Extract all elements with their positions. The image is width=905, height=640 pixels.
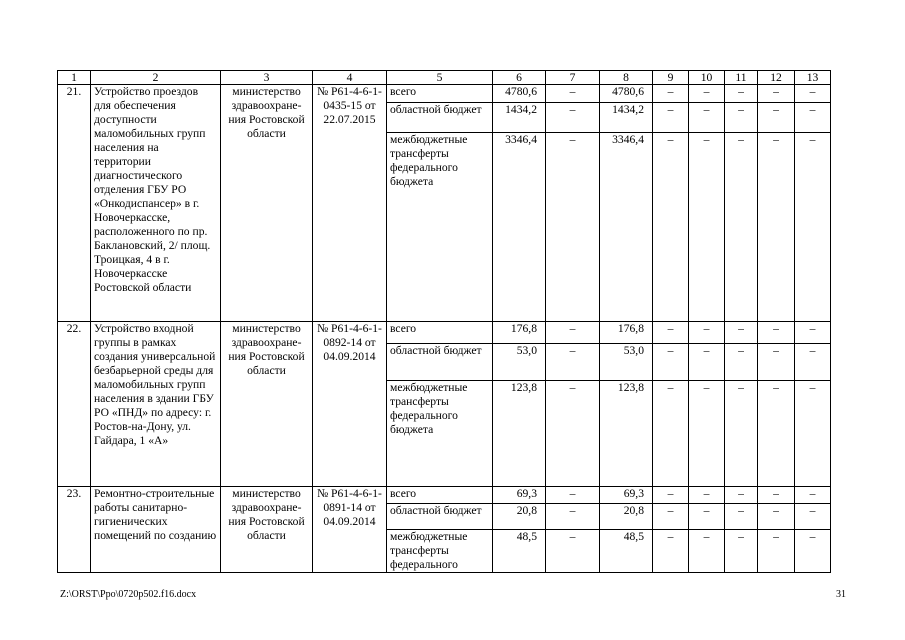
value-cell: –: [689, 344, 725, 381]
header-cell: 4: [313, 71, 387, 85]
row-number: 22.: [58, 322, 91, 487]
value-cell: –: [758, 344, 795, 381]
table-row: [58, 487, 831, 504]
value-cell: –: [546, 344, 600, 381]
object-name: Устройство входной группы в рамках создания универсальной безбарьерной среды для маломобильных групп населения в здании ГБУ РО «ПНД» по адресу: г. Ростов-на-Дону, ул. Гайдара, 1 «А»: [91, 322, 221, 487]
value-cell: –: [758, 103, 795, 132]
value-cell: 1434,2: [600, 103, 653, 132]
value-cell: –: [689, 487, 725, 504]
source-cell: областной бюджет: [387, 103, 493, 132]
source-cell: областной бюджет: [387, 504, 493, 530]
value-cell: –: [653, 504, 689, 530]
value-cell: –: [795, 504, 831, 530]
header-cell: 7: [546, 71, 600, 85]
value-cell: 3346,4: [493, 132, 546, 321]
value-cell: –: [653, 381, 689, 487]
value-cell: –: [725, 132, 758, 321]
value-cell: –: [795, 381, 831, 487]
value-cell: –: [758, 85, 795, 103]
value-cell: –: [653, 530, 689, 573]
value-cell: –: [795, 103, 831, 132]
value-cell: 176,8: [493, 322, 546, 344]
header-cell: 6: [493, 71, 546, 85]
value-cell: 4780,6: [600, 85, 653, 103]
value-cell: –: [795, 85, 831, 103]
table-row: [58, 322, 831, 344]
source-cell: всего: [387, 487, 493, 504]
source-cell: межбюджетные трансферты федерального бюджета: [387, 381, 493, 487]
value-cell: 53,0: [600, 344, 653, 381]
value-cell: –: [725, 504, 758, 530]
source-cell: межбюджетные трансферты федерального бюджета: [387, 132, 493, 321]
value-cell: –: [725, 344, 758, 381]
value-cell: –: [795, 132, 831, 321]
source-cell: межбюджетные трансферты федерального: [387, 530, 493, 573]
data-table: [57, 70, 831, 573]
value-cell: –: [725, 322, 758, 344]
value-cell: –: [689, 103, 725, 132]
value-cell: –: [653, 132, 689, 321]
header-cell: 3: [221, 71, 313, 85]
header-cell: 8: [600, 71, 653, 85]
object-name: Устройство проездов для обеспечения доступности маломобильных групп населения на территории диагностического отделения ГБУ РО «Онкодиспансер» в г. Новочеркасске, расположенного по пр. Баклановский, 2/ площ. Троицкая, 4 в г. Новочеркасске Ростовской области: [91, 85, 221, 322]
ministry-cell: министерство здравоохране-ния Ростовской области: [221, 487, 313, 573]
value-cell: 176,8: [600, 322, 653, 344]
value-cell: –: [758, 487, 795, 504]
value-cell: 3346,4: [600, 132, 653, 321]
value-cell: –: [758, 132, 795, 321]
ministry-cell: министерство здравоохране-ния Ростовской области: [221, 85, 313, 322]
value-cell: –: [689, 381, 725, 487]
value-cell: –: [758, 504, 795, 530]
value-cell: –: [725, 487, 758, 504]
value-cell: –: [725, 381, 758, 487]
value-cell: –: [546, 504, 600, 530]
row-number: 23.: [58, 487, 91, 573]
value-cell: –: [546, 322, 600, 344]
value-cell: –: [725, 85, 758, 103]
value-cell: –: [689, 85, 725, 103]
value-cell: –: [653, 103, 689, 132]
value-cell: 69,3: [493, 487, 546, 504]
value-cell: –: [546, 85, 600, 103]
footer-file-path: Z:\ORST\Ppo\0720p502.f16.docx: [60, 589, 197, 600]
value-cell: –: [546, 381, 600, 487]
header-cell: 11: [725, 71, 758, 85]
value-cell: 1434,2: [493, 103, 546, 132]
header-cell: 1: [58, 71, 91, 85]
source-cell: областной бюджет: [387, 344, 493, 381]
value-cell: 20,8: [493, 504, 546, 530]
value-cell: –: [653, 85, 689, 103]
value-cell: –: [795, 530, 831, 573]
value-cell: –: [795, 487, 831, 504]
value-cell: –: [689, 504, 725, 530]
value-cell: –: [758, 530, 795, 573]
document-cell: № Р61-4-6-1-0891-14 от 04.09.2014: [313, 487, 387, 573]
header-cell: 13: [795, 71, 831, 85]
value-cell: –: [653, 487, 689, 504]
value-cell: 123,8: [493, 381, 546, 487]
header-cell: 12: [758, 71, 795, 85]
value-cell: 4780,6: [493, 85, 546, 103]
value-cell: –: [546, 530, 600, 573]
value-cell: 20,8: [600, 504, 653, 530]
value-cell: 123,8: [600, 381, 653, 487]
document-cell: № Р61-4-6-1-0892-14 от 04.09.2014: [313, 322, 387, 487]
object-name: Ремонтно-строительные работы санитарно-гигиенических помещений по созданию: [91, 487, 221, 573]
value-cell: –: [546, 132, 600, 321]
value-cell: –: [758, 381, 795, 487]
source-cell: всего: [387, 85, 493, 103]
value-cell: –: [546, 103, 600, 132]
value-cell: 53,0: [493, 344, 546, 381]
value-cell: –: [689, 132, 725, 321]
value-cell: –: [689, 530, 725, 573]
header-cell: 5: [387, 71, 493, 85]
value-cell: –: [653, 344, 689, 381]
header-cell: 9: [653, 71, 689, 85]
value-cell: –: [689, 322, 725, 344]
footer-page-number: 31: [836, 589, 846, 600]
value-cell: –: [653, 322, 689, 344]
value-cell: –: [725, 103, 758, 132]
document-cell: № Р61-4-6-1-0435-15 от 22.07.2015: [313, 85, 387, 322]
value-cell: –: [795, 322, 831, 344]
table-row: [58, 85, 831, 103]
value-cell: –: [795, 344, 831, 381]
value-cell: –: [725, 530, 758, 573]
value-cell: –: [758, 322, 795, 344]
header-cell: 2: [91, 71, 221, 85]
value-cell: 48,5: [493, 530, 546, 573]
value-cell: 69,3: [600, 487, 653, 504]
value-cell: –: [546, 487, 600, 504]
table-header-row: [58, 71, 831, 85]
ministry-cell: министерство здравоохране-ния Ростовской области: [221, 322, 313, 487]
header-cell: 10: [689, 71, 725, 85]
value-cell: 48,5: [600, 530, 653, 573]
row-number: 21.: [58, 85, 91, 322]
source-cell: всего: [387, 322, 493, 344]
